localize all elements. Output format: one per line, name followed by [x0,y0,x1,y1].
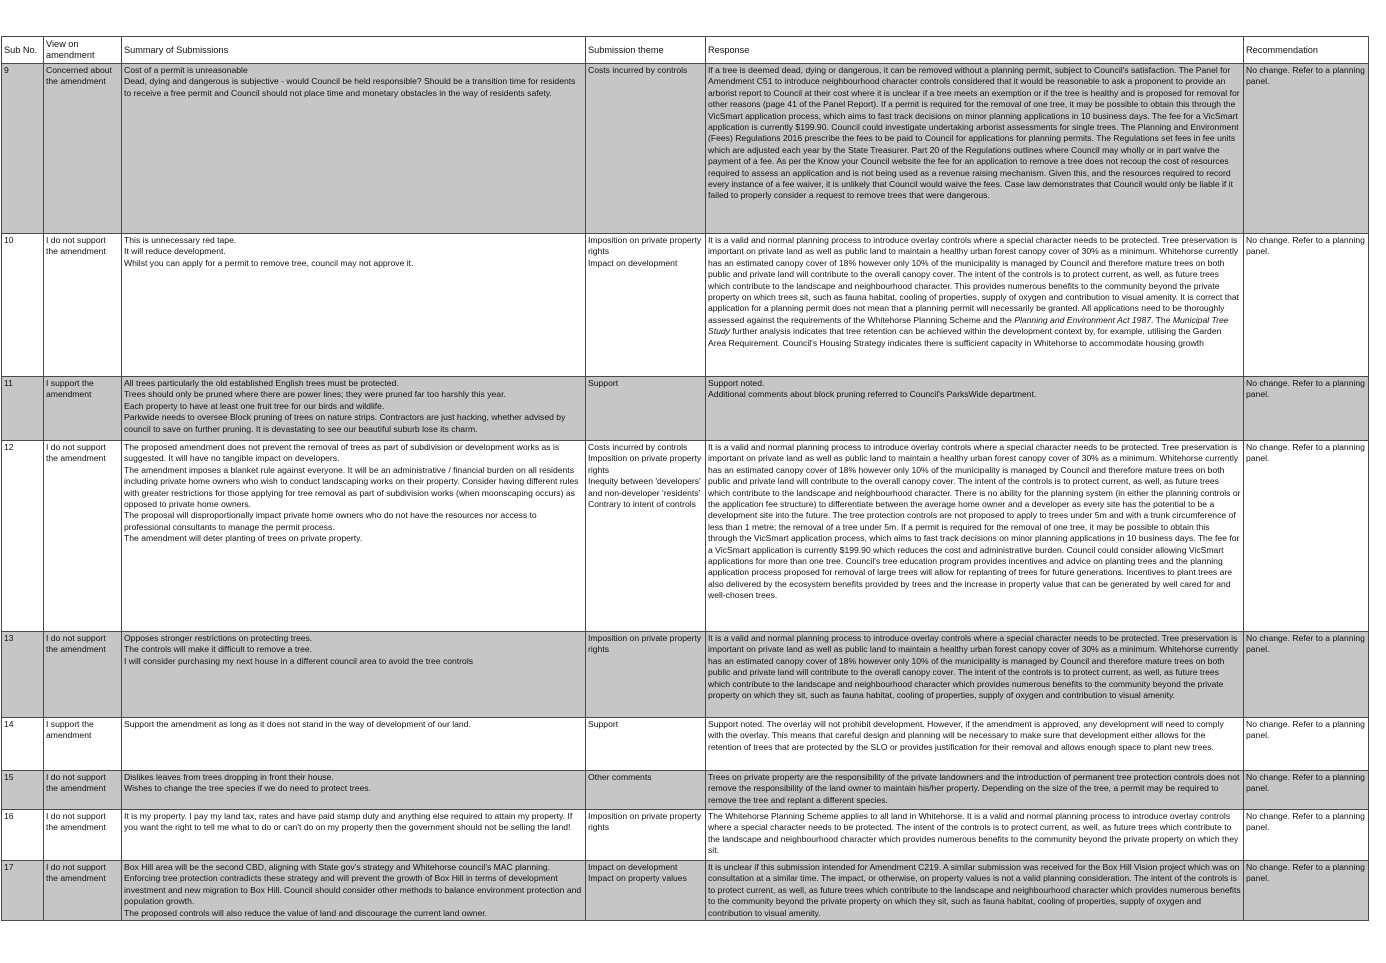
response: It is unclear if this submission intended for Amendment C219. A similar submission was received for the Box Hill Vision project which was on consultation at a similar time. The impact, or otherwise, on property values is not a valid planning consideration. The intent of the controls is to protect current, as well, as future trees which contribute to the landscape and neighbourhood character which provides numerous benefits to the community beyond the private property on which they sit, such as fauna habitat, cooling of properties, supply of oxygen and contribution to visual amenity. [706,861,1244,921]
summary-line: I will consider purchasing my next house in a different council area to avoid the tree controls [124,655,474,666]
submission-theme [586,861,706,921]
theme-line: Costs incurred by controls [588,65,688,75]
theme-line: Imposition on private property rights [588,453,702,475]
theme-line: Support [588,378,619,388]
response-text: . The [1151,314,1173,325]
recommendation: No change. Refer to a planning panel. [1244,771,1369,810]
header-recommendation: Recommendation [1244,37,1369,64]
sub-no: 10 [2,234,44,377]
summary-line: Box Hill area will be the second CBD, aligning with State gov's strategy and Whitehorse council's MAC planning. Enforcing tree protection contradicts these strategy and will prevent the growth of Box Hill in terms of development investment and new migration to Box Hill. Council should consider other methods to balance environment protection and population growth. [124,862,582,907]
submission-theme [586,234,706,377]
table-row [2,377,1369,441]
response: Trees on private property are the responsibility of the private landowners and the introduction of permanent tree protection controls does not remove the responsibility of the land owner to maintain his/her property. Depending on the size of the tree, a permit may be required to remove the tree and replant a different species. [706,771,1244,810]
recommendation: No change. Refer to a planning panel. [1244,810,1369,861]
summary-line: Dead, dying and dangerous is subjective - would Council be held responsible? Should be a transition time for residents to receive a free permit and Council should not place time and monetary obstacles in the way of residents safety. [124,76,576,98]
recommendation: No change. Refer to a planning panel. [1244,632,1369,718]
theme-line: Support [588,719,619,729]
response: The Whitehorse Planning Scheme applies to all land in Whitehorse. It is a valid and normal planning process to introduce overlay controls where a special character needs to be protected. The intent of the controls is to protect current, as well, as future trees which contribute to the landscape and neighbourhood character which provides numerous benefits to the community beyond the private property on which they sit. [706,810,1244,861]
summary-line: Trees should only be pruned where there are power lines; they were pruned far too harshly this year. [124,389,506,400]
theme-line: Impact on development [588,257,678,268]
response-study-title: Municipal Tree Study [708,314,1229,337]
submission-summary [122,861,586,921]
summary-line: Cost of a permit is unreasonable [124,65,248,75]
theme-line: Imposition on private property rights [588,633,702,655]
table-row [2,234,1369,377]
theme-line: Contrary to intent of controls [588,499,696,510]
sub-no: 11 [2,377,44,441]
response-line: Support noted. [708,378,765,388]
submission-theme [586,718,706,771]
header-theme: Submission theme [586,37,706,64]
response-act-title: Planning and Environment Act 1987 [1014,314,1152,325]
table-row [2,718,1369,771]
theme-line: Costs incurred by controls [588,442,688,452]
response: Support noted. The overlay will not prohibit development. However, if the amendment is approved, any development will need to comply with the overlay. This means that careful design and planning will be necessary to make sure that development either allows for the retention of trees that are protected by the SLO or provides justification for their removal and allows enough space to plant new trees. [706,718,1244,771]
summary-line: Each property to have at least one fruit tree for our birds and wildlife. [124,400,385,411]
sub-no: 14 [2,718,44,771]
recommendation: No change. Refer to a planning panel. [1244,441,1369,632]
header-summary: Summary of Submissions [122,37,586,64]
view-on-amendment: I do not support the amendment [44,441,122,632]
table-row [2,810,1369,861]
response: It is a valid and normal planning process to introduce overlay controls where a special character needs to be protected. Tree preservation is important on private land as well as public land to maintain a healthy urban forest canopy cover of 30% as a minimum. Whitehorse currently has an estimated canopy cover of 18% however only 10% of the municipality is managed by Council and therefore mature trees on both public and private land will contribute to the overall canopy cover. The intent of the controls is to protect current, as well, as future trees which contribute to the landscape and neighbourhood character. There is no ability for the planning system (in either the planning controls or the application fee structure) to differentiate between the average home owner and a developer as every site has the potential to be a development site into the future. The tree protection controls are not proposed to apply to trees under 5m and with a trunk circumference of less than 1 metre; the removal of a tree under 5m. If a permit is required for the removal of one tree, it may be possible to obtain this through the VicSmart application process, which aims to fast track decisions on minor planning applications in 10 business days. The fee for a VicSmart application is currently $199.90 which reduces the cost and administrative burden. Council could consider allowing VicSmart applications for more than one tree. Council's tree education program provides incentives and advice on planting trees and the planning application process proposed for removal of large trees will allow for replanting of trees for future generations. Incentives to plant trees are also delivered by the ecosystem benefits provided by trees and the increase in property value that can be generated by well cared for and well-chosen trees. [706,441,1244,632]
table-row [2,64,1369,234]
sub-no: 13 [2,632,44,718]
summary-line: All trees particularly the old established English trees must be protected. [124,378,399,388]
summary-line: The proposed controls will also reduce the value of land and discourage the current land owner. [124,907,488,918]
summary-line: The proposal will disproportionally impact private home owners who do not have the resources nor access to professional consultants to manage the permit process. [124,510,537,532]
response: It is a valid and normal planning process to introduce overlay controls where a special character needs to be protected. Tree preservation is important on private land as well as public land to maintain a healthy urban forest canopy cover of 30% as a minimum. Whitehorse currently has an estimated canopy cover of 18% however only 10% of the municipality is managed by Council and therefore mature trees on both public and private land will contribute to the overall canopy cover. The intent of the controls is to protect current, as well, as future trees which contribute to the landscape and neighbourhood character which provides numerous benefits to the community beyond the private property on which they sit, such as fauna habitat, cooling of properties, supply of oxygen and contribution to visual amenity. [706,632,1244,718]
recommendation: No change. Refer to a planning panel. [1244,718,1369,771]
submission-theme [586,377,706,441]
summary-line: The amendment imposes a blanket rule against everyone. It will be an administrative / financial burden on all residents including private home owners who wish to conduct landscaping works on their property. Consider having different rules with greater restrictions for those applying for tree removal as part of subdivision works (when moonscaping occurs) as opposed to private home owners. [124,464,579,510]
response [706,234,1244,377]
response-line: Additional comments about block pruning referred to Council's ParksWide department. [708,389,1037,400]
summary-line: Dislikes leaves from trees dropping in front their house. [124,772,334,782]
table-row [2,441,1369,632]
recommendation: No change. Refer to a planning panel. [1244,64,1369,234]
recommendation: No change. Refer to a planning panel. [1244,861,1369,921]
table-row [2,632,1369,718]
view-on-amendment: I do not support the amendment [44,810,122,861]
submission-summary [122,234,586,377]
submission-theme [586,64,706,234]
sub-no: 12 [2,441,44,632]
submission-summary [122,377,586,441]
summary-line: The proposed amendment does not prevent the removal of trees as part of subdivision or development works as is suggested. It will have no tangible impact on developers. [124,442,560,464]
theme-line: Other comments [588,772,652,782]
theme-line: Imposition on private property rights [588,811,702,833]
theme-line: Impact on development [588,862,678,872]
sub-no: 15 [2,771,44,810]
response-text: It is a valid and normal planning process to introduce overlay controls where a special character needs to be protected. Tree preservation is important on private land as well as public land to maintain a healthy urban forest canopy cover of 30% as a minimum. Whitehorse currently has an estimated canopy cover of 18% however only 10% of the municipality is managed by Council and therefore mature trees on both public and private land will contribute to the overall canopy cover. The intent of the controls is to protect current, as well, as future trees which contribute to the landscape and neighbourhood character. This provides numerous benefits to the community beyond the private property on which trees sit, such as fauna habitat, cooling of properties, supply of oxygen and contribution to visual amenity. It is correct that application for a planning permit does not mean that a planning permit will necessarily be granted. All applications need to be thoroughly assessed against the requirements of the Whitehorse Planning Scheme and the [708,235,1240,325]
response [706,377,1244,441]
submission-summary [122,810,586,861]
summary-line: It is my property. I pay my land tax, rates and have paid stamp duty and anything else required to attain my property. If you want the right to tell me what to do or can't do on my property then the government should not be selling the land! [124,811,573,833]
submission-summary [122,632,586,718]
submission-theme [586,441,706,632]
view-on-amendment: I do not support the amendment [44,861,122,921]
summary-line: Opposes stronger restrictions on protecting trees. [124,633,313,643]
view-on-amendment: I do not support the amendment [44,234,122,377]
table-row [2,861,1369,921]
theme-line: Imposition on private property rights [588,235,702,257]
view-on-amendment: I do not support the amendment [44,632,122,718]
theme-line: Impact on property values [588,873,687,884]
summary-line: Whilst you can apply for a permit to remove tree, council may not approve it. [124,257,414,268]
recommendation: No change. Refer to a planning panel. [1244,234,1369,377]
sub-no: 9 [2,64,44,234]
header-row [2,37,1369,64]
view-on-amendment: I support the amendment [44,377,122,441]
submission-summary [122,771,586,810]
header-sub-no: Sub No. [2,37,44,64]
submission-theme [586,810,706,861]
view-on-amendment: Concerned about the amendment [44,64,122,234]
header-response: Response [706,37,1244,64]
recommendation: No change. Refer to a planning panel. [1244,377,1369,441]
summary-line: It will reduce development. [124,246,226,257]
summary-line: This is unnecessary red tape. [124,235,237,245]
view-on-amendment: I do not support the amendment [44,771,122,810]
sub-no: 16 [2,810,44,861]
response-text: further analysis indicates that tree retention can be achieved within the development context by, for example, utilising the Garden Area Requirement. Council's Housing Strategy indicates there is sufficient capacity in Whitehorse to accommodate housing growth [708,326,1222,348]
submission-theme [586,632,706,718]
view-on-amendment: I support the amendment [44,718,122,771]
summary-line: The amendment will deter planting of trees on private property. [124,533,363,544]
submission-summary [122,441,586,632]
submission-theme [586,771,706,810]
sub-no: 17 [2,861,44,921]
theme-line: Inequity between 'developers' and non-developer 'residents' [588,476,701,498]
header-view: View on amendment [44,37,122,64]
submission-summary [122,64,586,234]
submissions-table [1,36,1369,921]
table-row [2,771,1369,810]
response: If a tree is deemed dead, dying or dangerous, it can be removed without a planning permit, subject to Council's satisfaction. The Panel for Amendment C51 to introduce neighbourhood character controls considered that it would be reasonable to ask a proponent to provide an arborist report to Council at their cost where it is unclear if a tree meets an exemption or if the tree is healthy and is proposed for removal for other reasons (page 41 of the Panel Report). If a permit is required for the removal of one tree, it may be possible to obtain this through the VicSmart application process, which aims to fast track decisions on minor planning applications in 10 business days. The fee for a VicSmart application is currently $199.90. Council could investigate undertaking arborist assessments for single trees. The Planning and Environment (Fees) Regulations 2016 prescribe the fees to be paid to Council for applications for planning permits. The Regulations set fees in fee units which are adjusted each year by the State Treasurer. Part 20 of the Regulations outlines where Council may wholly or in part waive the payment of a fee. As per the Know your Council website the fee for an application to remove a tree does not recoup the cost of resources required to assess an application and is not being used as a revenue raising mechanism. Given this, and the resources required to record every instance of a fee waiver, it is unlikely that Council would waive the fees. Case law demonstrates that Council would only be liable if it failed to properly consider a request to remove trees that were dangerous. [706,64,1244,234]
submission-summary [122,718,586,771]
summary-line: The controls will make it difficult to remove a tree. [124,644,313,655]
summary-line: Wishes to change the tree species if we do need to protect trees. [124,783,371,794]
summary-line: Support the amendment as long as it does not stand in the way of development of our land. [124,719,471,729]
summary-line: Parkwide needs to oversee Block pruning of trees on nature strips. Contractors are just hacking, whether advised by council to save on further pruning. It is devastating to see our beautiful suburb lose its charm. [124,412,566,434]
